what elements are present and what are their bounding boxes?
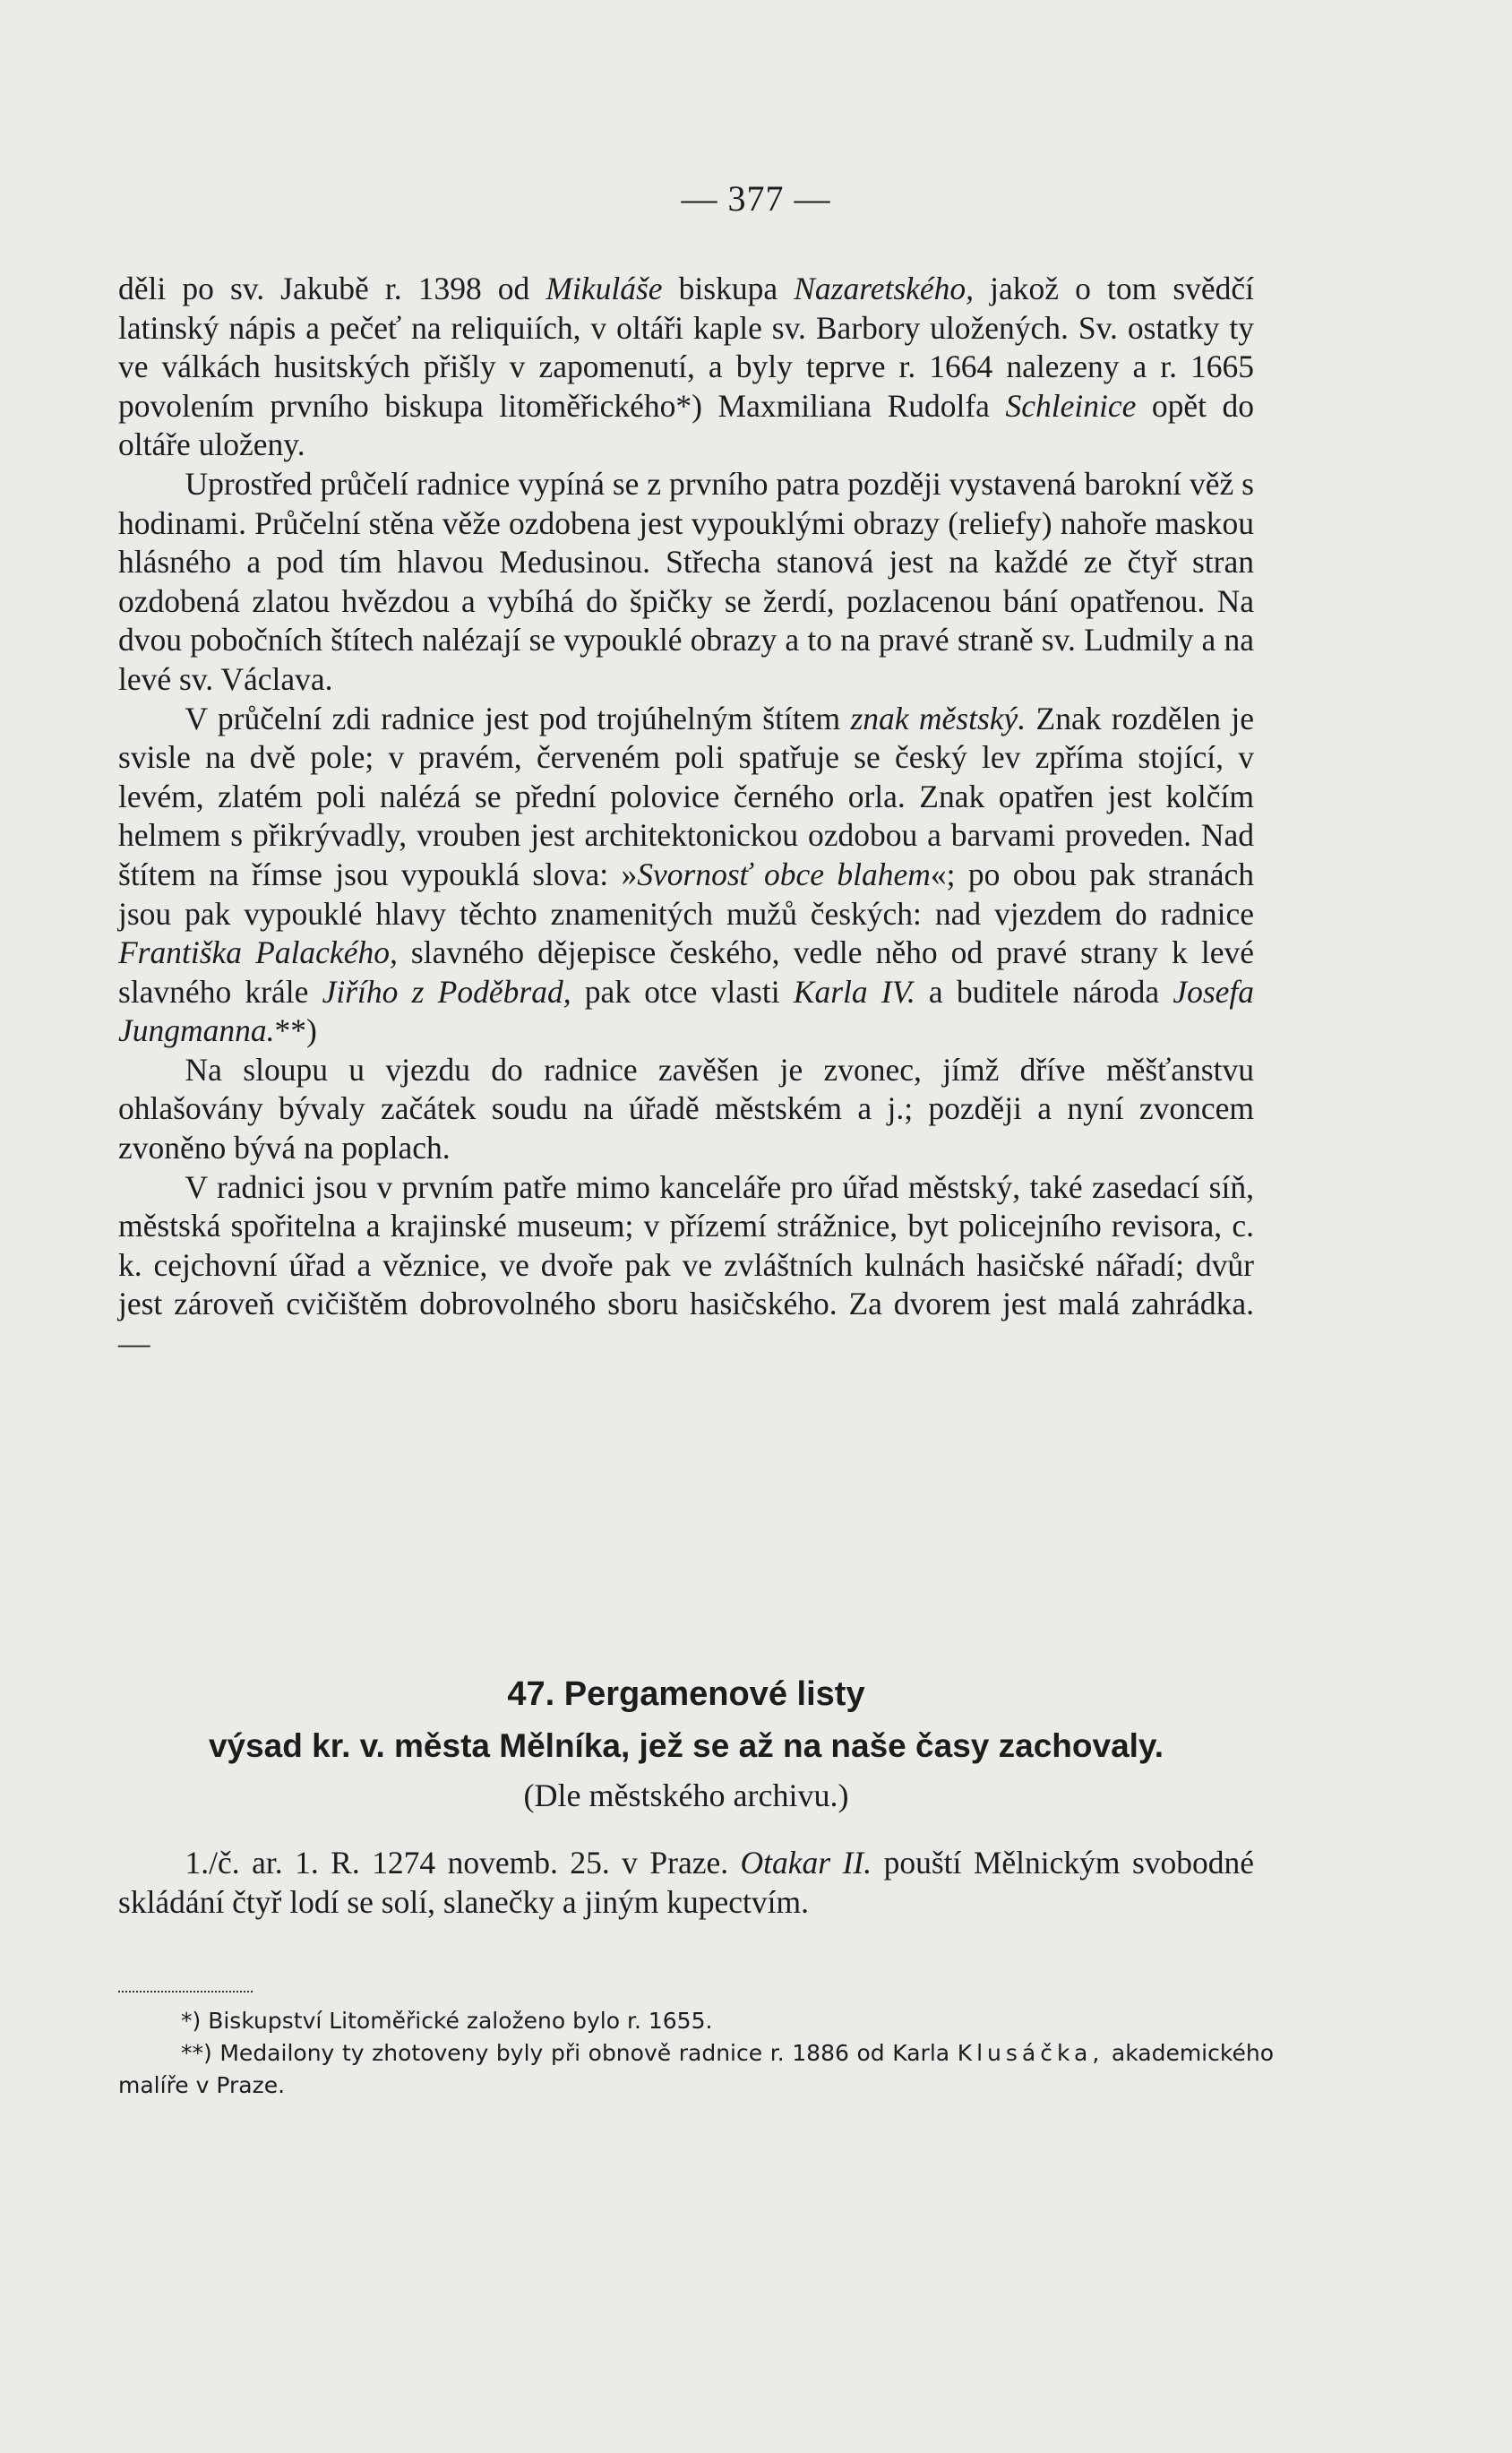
text-run: jakož o tom svědčí latinský nápis a pečeť na reliquiích, v oltáři kaple sv. Barbory uložených. Sv. ostatky ty ve válkách husitských přišly v zapomenutí, a byly teprve r. 1664 nalezeny a r. 1665 povolením prvního biskupa litoměřického*) Maxmiliana Rudolfa [118, 271, 1255, 424]
italic-name: Františka Palackého, [118, 934, 398, 971]
text-run: a buditele národa [915, 973, 1173, 1010]
italic-name: Schleinice [1005, 387, 1137, 424]
italic-name: Josefa Jungmanna. [118, 973, 1255, 1049]
paragraph-tower: Uprostřed průčelí radnice vypíná se z prvního patra později vystavená barokní věž s hodinami. Průčelní stěna věže ozdobena jest vypouklými obrazy (reliefy) nahoře maskou hlásného a pod tím hlavou Medusinou. Střecha stanová jest na každé ze čtyř stran ozdobená zlatou hvězdou a vybíhá do špičky se žerdí, pozlacenou bání opatřenou. Na dvou pobočních štítech nalézají se vypouklé obrazy a to na pravé straně sv. Ludmily a na levé sv. Václava. [118, 465, 1254, 697]
footnotes [118, 2005, 1274, 2102]
body-text [118, 270, 1254, 1364]
italic-name: Mikuláše [546, 271, 663, 306]
text-run: pak otce vlasti [571, 973, 794, 1010]
text-run: Znak rozdělen je svisle na dvě pole; v pravém, červeném poli spatřuje se český lev zpříma stojící, v levém, zlatém poli nalézá se přední polovice černého orla. Znak opatřen jest kolčím helmem s přikrývadly, vrouben jest architektonickou ozdobou a barvami proveden. Nad štítem na římse jsou vypouklá slova: » [118, 700, 1255, 892]
document-entry [118, 1844, 1254, 1922]
text-run: biskupa [662, 271, 795, 306]
paragraph-offices: V radnici jsou v prvním patře mimo kanceláře pro úřad městský, také zasedací síň, městská spořitelna a krajinské museum; v přízemí strážnice, byt policejního revisora, c. k. cejchovní úřad a věznice, ve dvoře pak ve zvláštních kulnách hasičské nářadí; dvůr jest zároveň cvičištěm dobrovolného sboru hasičského. Za dvorem jest malá zahrádka. — [118, 1168, 1254, 1362]
italic-name: Otakar II. [740, 1845, 872, 1881]
italic-motto: Svornosť obce blahem [637, 856, 931, 892]
footnote-1: *) Biskupství Litoměřické založeno bylo r. 1655. [181, 2008, 713, 2034]
paragraph-coat-of-arms [118, 700, 1254, 1051]
text-run: akademického malíře v Praze. [118, 2040, 1274, 2098]
text-run: 1./č. ar. 1. R. 1274 novemb. 25. v Praze. [185, 1845, 741, 1881]
document-entry-text [118, 1844, 1254, 1922]
italic-term: znak městský. [850, 700, 1027, 736]
text-run: opět do oltáře uloženy. [118, 387, 1254, 463]
footnote-2 [118, 2037, 1274, 2102]
paragraph-bell: Na sloupu u vjezdu do radnice zavěšen je zvonec, jímž dříve měšťanstvu ohlašovány bývaly začátek soudu na úřadě městském a j.; později a nyní zvoncem zvoněno bývá na poplach. [118, 1051, 1254, 1166]
text-run: V průčelní zdi radnice jest pod trojúhelným štítem [185, 700, 851, 736]
section-title: 47. Pergamenové listy [507, 1675, 865, 1713]
text-run: «; po obou pak stranách jsou pak vypouklé hlavy těchto znamenitých mužů českých: nad vjezdem do radnice [118, 856, 1254, 932]
text-run: pouští Mělnickým svobodné skládání čtyř lodí se solí, slanečky a jiným kupectvím. [118, 1845, 1255, 1920]
italic-name: Karla IV. [793, 973, 915, 1010]
italic-name: Nazaretského, [794, 271, 975, 306]
footnote-divider [118, 1991, 253, 1993]
page-number: — 377 — [681, 178, 831, 219]
text-run: děli po sv. Jakubě r. 1398 od [118, 271, 546, 306]
text-run: **) Medailony ty zhotoveny byly při obnově radnice r. 1886 od Karla [181, 2040, 958, 2066]
spaced-name: Klusáčka, [957, 2040, 1104, 2066]
text-run: slavného dějepisce českého, vedle něho od pravé strany k levé slavného krále [118, 934, 1254, 1010]
paragraph-relics [118, 270, 1254, 465]
footnote-ref: **) [274, 1012, 317, 1049]
section-source: (Dle městského archivu.) [523, 1777, 849, 1813]
section-subtitle: výsad kr. v. města Mělníka, jež se až na naše časy zachovaly. [208, 1727, 1164, 1764]
italic-name: Jiřího z Poděbrad, [322, 973, 571, 1010]
